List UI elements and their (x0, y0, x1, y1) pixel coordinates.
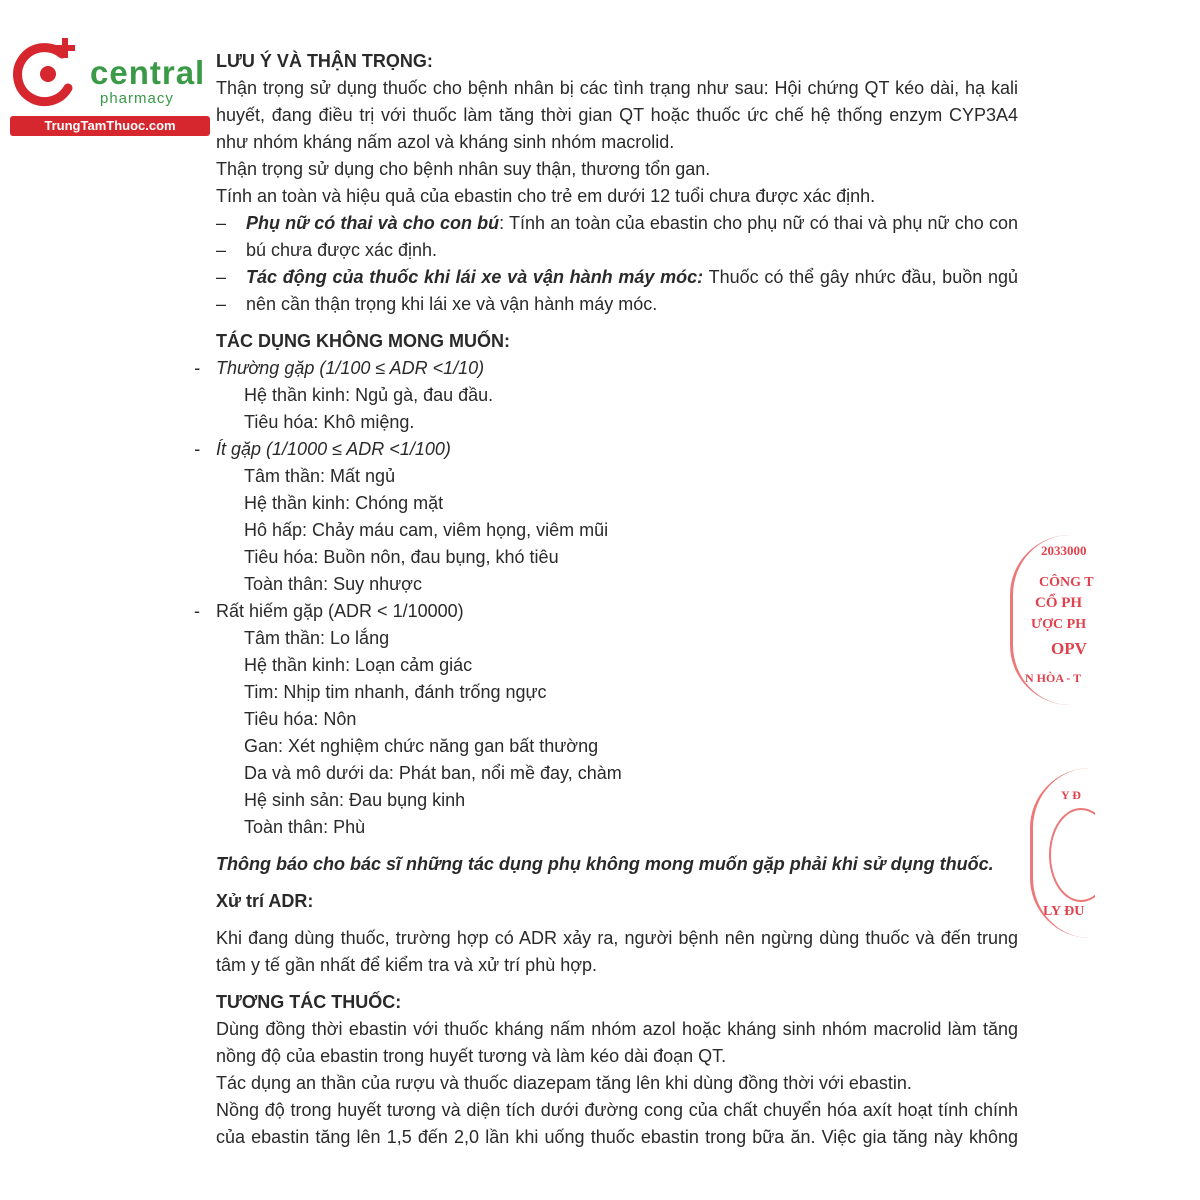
freq-label: Thường gặp (1/100 ≤ ADR <1/10) (216, 358, 485, 378)
pregnancy-bullet-cont (216, 237, 1018, 264)
driving-text: Thuốc có thể gây nhức đầu, buồn ngủ (703, 267, 1018, 287)
adr-line: Khi đang dùng thuốc, trường hợp có ADR xảy ra, người bệnh nên ngừng dùng thuốc và đến trung (216, 928, 1018, 948)
adverse-item: Hệ sinh sản: Đau bụng kinh (244, 790, 466, 810)
pregnancy-text: : Tính an toàn của ebastin cho phụ nữ có thai và phụ nữ cho con (499, 213, 1019, 233)
adr-line: tâm y tế gần nhất để kiểm tra và xử trí phù hợp. (216, 955, 598, 975)
adverse-notice: Thông báo cho bác sĩ những tác dụng phụ không mong muốn gặp phải khi sử dụng thuốc. (216, 854, 994, 874)
driving-bullet-cont (216, 291, 1018, 318)
pregnancy-title: Phụ nữ có thai và cho con bú (246, 213, 500, 233)
caution-line: Thận trọng sử dụng cho bệnh nhân suy thận, thương tổn gan. (216, 159, 711, 179)
logo-url: TrungTamThuoc.com (10, 116, 210, 136)
adverse-item: Tiêu hóa: Buồn nôn, đau bụng, khó tiêu (244, 547, 559, 567)
logo-brand: central (90, 54, 206, 91)
pregnancy-text-2: bú chưa được xác định. (246, 240, 438, 260)
stamp-text: OPV (1051, 639, 1087, 658)
stamp-text: Y Đ (1061, 788, 1081, 802)
freq-label: Rất hiếm gặp (ADR < 1/10000) (216, 601, 464, 621)
adverse-item: Hệ thần kinh: Loạn cảm giác (244, 655, 473, 675)
stamp-text: CÔNG T (1039, 575, 1094, 590)
driving-bullet (216, 264, 1018, 291)
stamp-text: LY ĐU (1043, 904, 1085, 919)
document-body (194, 48, 1019, 1151)
freq-rare (194, 598, 1018, 625)
caution-line: Thận trọng sử dụng thuốc cho bệnh nhân bị các tình trạng như sau: Hội chứng QT kéo dài, hạ kali (216, 78, 1018, 98)
logo (10, 36, 210, 136)
adverse-item: Tâm thần: Mất ngủ (244, 466, 396, 486)
adverse-item: Tim: Nhịp tim nhanh, đánh trống ngực (244, 682, 547, 702)
adverse-heading: TÁC DỤNG KHÔNG MONG MUỐN: (216, 331, 510, 351)
adverse-item: Da và mô dưới da: Phát ban, nổi mề đay, chàm (244, 763, 622, 783)
caution-line: huyết, đang điều trị với thuốc làm tăng thời gian QT hoặc thuốc ức chế hệ thống enzym CYP3A4 (216, 105, 1018, 125)
freq-uncommon (194, 436, 1018, 463)
adverse-item: Tiêu hóa: Nôn (244, 709, 357, 729)
stamp-text: N HÒA - T (1025, 671, 1082, 685)
adverse-item: Toàn thân: Phù (244, 817, 366, 837)
stamp-text: ƯỢC PH (1031, 617, 1087, 632)
interaction-line: Tác dụng an thần của rượu và thuốc diazepam tăng lên khi dùng đồng thời với ebastin. (216, 1073, 912, 1093)
list-dash: - (194, 439, 200, 459)
adverse-item: Hệ thần kinh: Chóng mặt (244, 493, 444, 513)
list-dash: - (194, 601, 200, 621)
caution-line: như nhóm kháng nấm azol và kháng sinh nhóm macrolid. (216, 132, 675, 152)
adverse-item: Tâm thần: Lo lắng (244, 628, 390, 648)
adverse-item: Gan: Xét nghiệm chức năng gan bất thường (244, 736, 599, 756)
logo-mark-icon (10, 36, 90, 116)
stamp-text: CỔ PH (1035, 595, 1083, 611)
interaction-line: Dùng đồng thời ebastin với thuốc kháng nấm nhóm azol hoặc kháng sinh nhóm macrolid làm tăng (216, 1019, 1018, 1039)
interaction-heading: TƯƠNG TÁC THUỐC: (216, 992, 402, 1012)
adverse-item: Tiêu hóa: Khô miệng. (244, 412, 415, 432)
logo-sub: pharmacy (100, 90, 174, 107)
interaction-line: Nồng độ trong huyết tương và diện tích dưới đường cong của chất chuyển hóa axít hoạt tính chính (216, 1100, 1018, 1120)
list-dash: - (194, 358, 200, 378)
stamp-seal (1049, 808, 1095, 902)
adverse-item: Toàn thân: Suy nhược (244, 574, 422, 594)
stamp-text: 2033000 (1041, 543, 1087, 558)
interaction-line: nồng độ của ebastin trong huyết tương và làm kéo dài đoạn QT. (216, 1046, 727, 1066)
company-stamp-top (1010, 535, 1095, 705)
adverse-item: Hô hấp: Chảy máu cam, viêm họng, viêm mũi (244, 520, 609, 540)
adr-heading: Xử trí ADR: (216, 891, 314, 911)
caution-line: Tính an toàn và hiệu quả của ebastin cho trẻ em dưới 12 tuổi chưa được xác định. (216, 186, 876, 206)
company-stamp-bottom (1030, 768, 1095, 938)
caution-heading: LƯU Ý VÀ THẬN TRỌNG: (216, 51, 433, 71)
adverse-item: Hệ thần kinh: Ngủ gà, đau đầu. (244, 385, 494, 405)
freq-label: Ít gặp (1/1000 ≤ ADR <1/100) (216, 439, 451, 459)
driving-title: Tác động của thuốc khi lái xe và vận hành máy móc: (246, 267, 704, 287)
driving-text-2: nên cần thận trọng khi lái xe và vận hành máy móc. (246, 294, 658, 314)
freq-common (194, 355, 1018, 382)
pregnancy-bullet (216, 210, 1018, 237)
interaction-line: của ebastin tăng lên 1,5 đến 2,0 lần khi uống thuốc ebastin trong bữa ăn. Việc gia tăng này không (216, 1127, 1018, 1147)
